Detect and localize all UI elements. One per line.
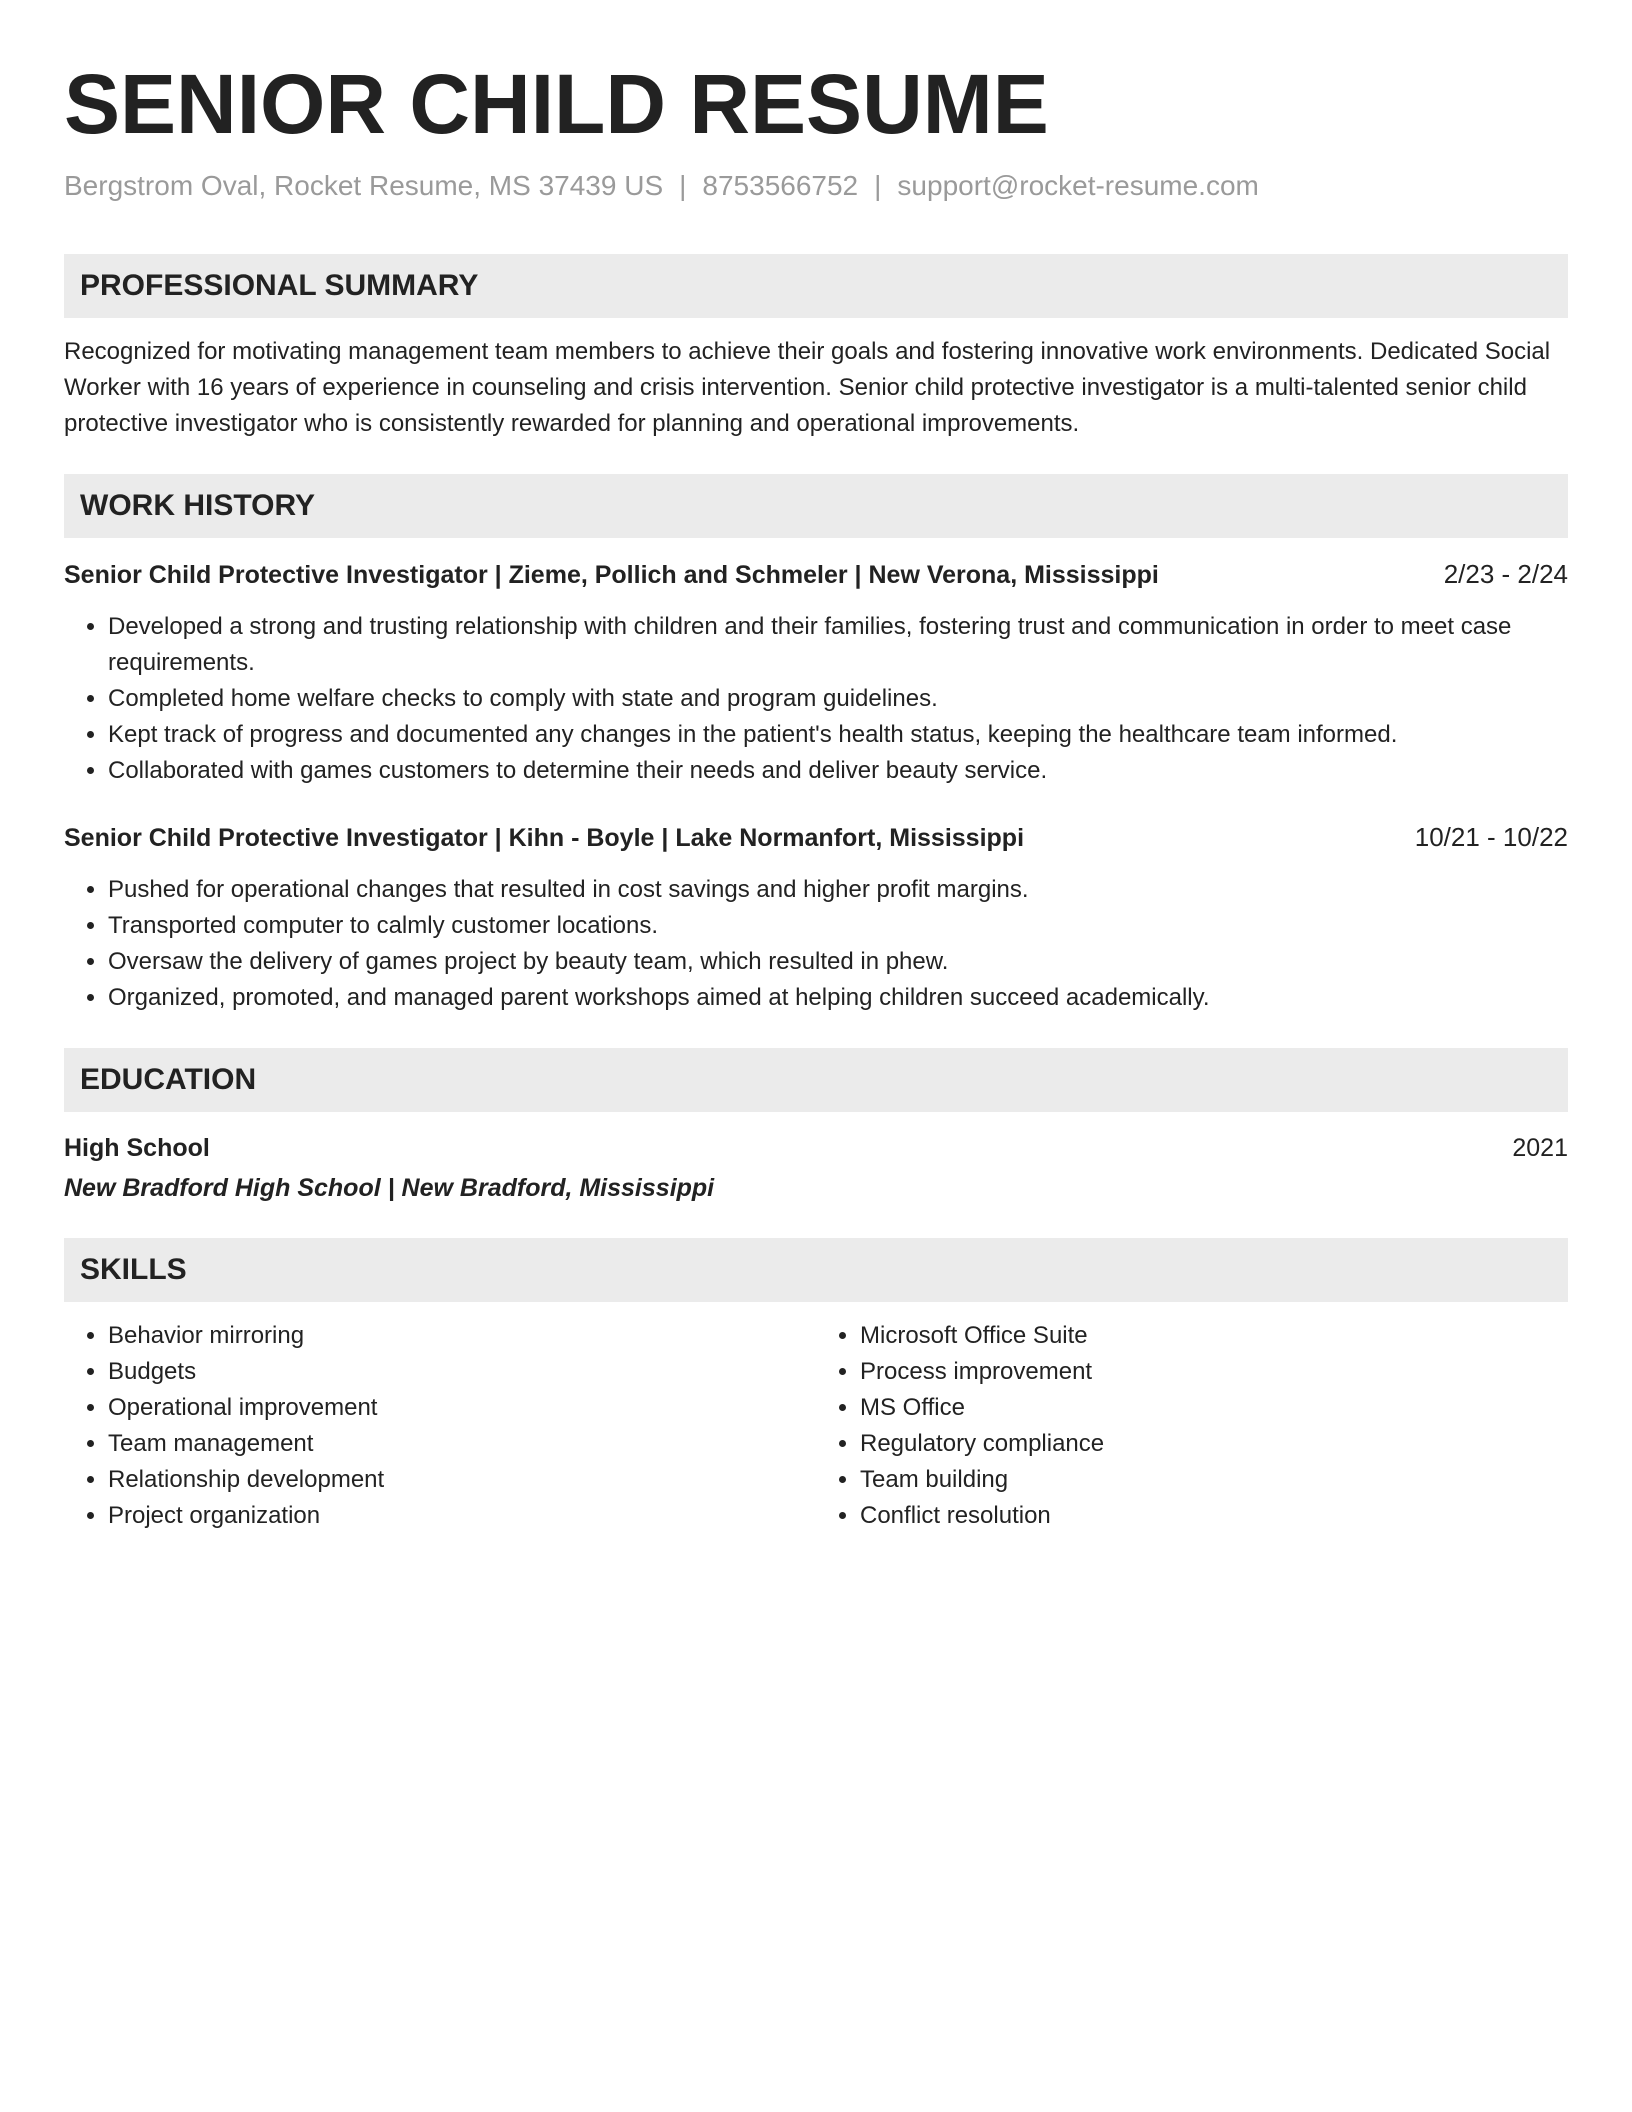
contact-phone: 8753566752 [702, 170, 859, 201]
contact-email: support@rocket-resume.com [897, 170, 1259, 201]
contact-address: Bergstrom Oval, Rocket Resume, MS 37439 US [64, 170, 664, 201]
section-header-work-history: WORK HISTORY [64, 474, 1568, 538]
job-bullet: • Developed a strong and trusting relationship with children and their families, fostering trust and communication in order to meet case requirements. [108, 609, 1568, 681]
education-year: 2021 [1512, 1134, 1568, 1162]
contact-separator: | [679, 170, 687, 201]
skill-item: • Regulatory compliance [860, 1426, 1568, 1462]
job-dates: 10/21 - 10/22 [1414, 822, 1568, 852]
job-entry [64, 556, 1568, 789]
job-bullet: • Pushed for operational changes that resulted in cost savings and higher profit margins. [108, 872, 1568, 908]
contact-separator: | [874, 170, 882, 201]
skill-item: • Team management [108, 1426, 816, 1462]
skill-item: • Behavior mirroring [108, 1318, 816, 1354]
skills-column-left [64, 1318, 816, 1534]
section-header-summary: PROFESSIONAL SUMMARY [64, 254, 1568, 318]
job-title: Senior Child Protective Investigator | Kihn - Boyle | Lake Normanfort, Mississippi [64, 824, 1025, 852]
job-header [64, 819, 1568, 856]
section-header-education: EDUCATION [64, 1048, 1568, 1112]
job-bullets [64, 872, 1568, 1016]
contact-line [64, 168, 1568, 204]
job-bullet: • Collaborated with games customers to determine their needs and deliver beauty service. [108, 753, 1568, 789]
skill-item: • Microsoft Office Suite [860, 1318, 1568, 1354]
job-bullet: • Kept track of progress and documented any changes in the patient's health status, keeping the healthcare team informed. [108, 717, 1568, 753]
job-header [64, 556, 1568, 593]
summary-text: Recognized for motivating management team members to achieve their goals and fostering innovative work environments. Dedicated Social Worker with 16 years of experience in counseling and crisis intervention. Senior child protective investigator is a multi-talented senior child protective investigator who is consistently rewarded for planning and operational improvements. [64, 338, 1551, 437]
skill-item: • Relationship development [108, 1462, 816, 1498]
section-header-skills: SKILLS [64, 1238, 1568, 1302]
job-bullets [64, 609, 1568, 789]
skill-item: • Operational improvement [108, 1390, 816, 1426]
skill-item: • Project organization [108, 1498, 816, 1534]
job-dates: 2/23 - 2/24 [1443, 559, 1568, 589]
job-bullet: • Organized, promoted, and managed parent workshops aimed at helping children succeed academically. [108, 980, 1568, 1016]
skill-item: • Conflict resolution [860, 1498, 1568, 1534]
skills-list [64, 1318, 1568, 1534]
education-header [64, 1130, 1568, 1166]
job-entry [64, 819, 1568, 1016]
resume-name: SENIOR CHILD RESUME [64, 57, 1049, 151]
education-degree: High School [64, 1134, 210, 1162]
skill-item: • MS Office [860, 1390, 1568, 1426]
job-bullet: • Completed home welfare checks to comply with state and program guidelines. [108, 681, 1568, 717]
skills-column-right [816, 1318, 1568, 1534]
skill-item: • Process improvement [860, 1354, 1568, 1390]
job-bullet: • Oversaw the delivery of games project by beauty team, which resulted in phew. [108, 944, 1568, 980]
job-bullet: • Transported computer to calmly customer locations. [108, 908, 1568, 944]
skill-item: • Team building [860, 1462, 1568, 1498]
skill-item: • Budgets [108, 1354, 816, 1390]
job-title: Senior Child Protective Investigator | Zieme, Pollich and Schmeler | New Verona, Mississippi [64, 561, 1159, 589]
education-entry [64, 1130, 1568, 1206]
education-school: New Bradford High School | New Bradford, Mississippi [64, 1174, 715, 1202]
